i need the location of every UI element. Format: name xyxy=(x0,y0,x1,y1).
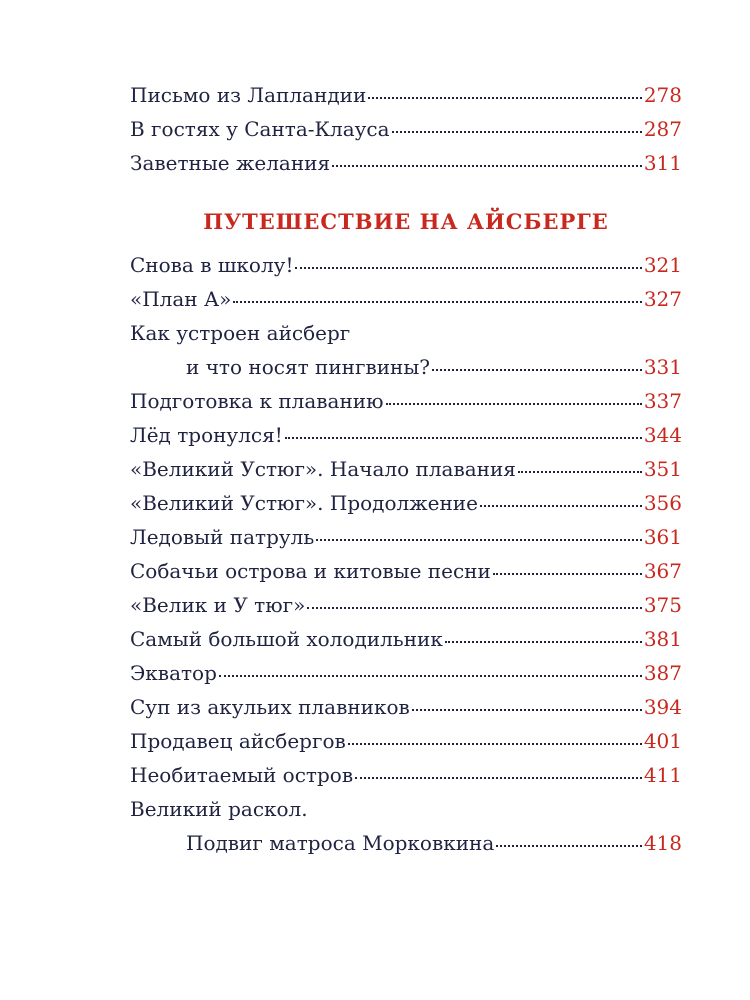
toc-entry[interactable] xyxy=(130,350,682,384)
toc-entry[interactable] xyxy=(130,248,682,282)
toc-entry-first-line[interactable] xyxy=(130,792,682,826)
toc-entry[interactable] xyxy=(130,826,682,860)
toc-entry-title: «План А» xyxy=(130,287,232,311)
toc-entry[interactable] xyxy=(130,418,682,452)
toc-entry[interactable] xyxy=(130,146,682,180)
toc-entry-page: 327 xyxy=(643,287,682,311)
dot-leader xyxy=(518,471,642,473)
toc-entry-title: Ледовый патруль xyxy=(130,525,315,549)
toc-entry-first-line[interactable] xyxy=(130,316,682,350)
toc-entry-title: Заветные желания xyxy=(130,151,331,175)
toc-entry-title: Самый большой холодильник xyxy=(130,627,443,651)
toc-entry-title: Подготовка к плаванию xyxy=(130,389,384,413)
dot-leader xyxy=(493,573,642,575)
toc-entry[interactable] xyxy=(130,656,682,690)
toc-entry-title: Письмо из Лапландии xyxy=(130,83,367,107)
dot-leader xyxy=(480,505,642,507)
dot-leader xyxy=(445,641,642,643)
toc-entry-title: Лёд тронулся! xyxy=(130,423,283,447)
toc-entry[interactable] xyxy=(130,690,682,724)
toc-entry[interactable] xyxy=(130,588,682,622)
dot-leader xyxy=(496,845,642,847)
toc-entry-page: 321 xyxy=(643,253,682,277)
section-heading: ПУТЕШЕСТВИЕ НА АЙСБЕРГЕ xyxy=(203,209,609,234)
toc-entry-title: Экватор xyxy=(130,661,217,685)
dot-leader xyxy=(332,165,642,167)
toc-entry[interactable] xyxy=(130,724,682,758)
toc-entry-title: В гостях у Санта-Клауса xyxy=(130,117,390,141)
toc-entry[interactable] xyxy=(130,112,682,146)
dot-leader xyxy=(392,131,642,133)
toc-entry-page: 278 xyxy=(643,83,682,107)
toc-entry-title: Великий раскол. xyxy=(130,797,308,821)
toc-entry[interactable] xyxy=(130,384,682,418)
dot-leader xyxy=(307,607,641,609)
dot-leader xyxy=(368,97,642,99)
toc-entry-page: 344 xyxy=(643,423,682,447)
toc-entry-title: Снова в школу! xyxy=(130,253,294,277)
toc-entry-title-continued: Подвиг матроса Морковкина xyxy=(186,831,495,855)
toc-entry-title: Необитаемый остров xyxy=(130,763,354,787)
toc-entry[interactable] xyxy=(130,452,682,486)
toc-entry[interactable] xyxy=(130,520,682,554)
table-of-contents xyxy=(130,78,682,860)
toc-entry[interactable] xyxy=(130,78,682,112)
toc-entry-page: 387 xyxy=(643,661,682,685)
toc-entry-page: 356 xyxy=(643,491,682,515)
dot-leader xyxy=(316,539,642,541)
dot-leader xyxy=(285,437,642,439)
toc-entry-page: 394 xyxy=(643,695,682,719)
toc-entry-title: Собачьи острова и китовые песни xyxy=(130,559,491,583)
toc-entry-page: 311 xyxy=(643,151,682,175)
toc-entry-page: 411 xyxy=(643,763,682,787)
toc-entry-page: 418 xyxy=(643,831,682,855)
dot-leader xyxy=(295,267,641,269)
toc-entry-page: 351 xyxy=(643,457,682,481)
toc-entry-title: «Великий Устюг». Продолжение xyxy=(130,491,478,515)
toc-entry-title: «Велик и У тюг» xyxy=(130,593,306,617)
toc-entry-page: 287 xyxy=(643,117,682,141)
toc-entry[interactable] xyxy=(130,758,682,792)
toc-entry[interactable] xyxy=(130,622,682,656)
toc-entry-title-continued: и что носят пингвины? xyxy=(186,355,431,379)
toc-entry-title: Суп из акульих плавников xyxy=(130,695,410,719)
dot-leader xyxy=(355,777,642,779)
dot-leader xyxy=(233,301,641,303)
toc-entry-page: 381 xyxy=(643,627,682,651)
toc-entry-page: 367 xyxy=(643,559,682,583)
dot-leader xyxy=(348,743,642,745)
toc-entry-page: 401 xyxy=(643,729,682,753)
dot-leader xyxy=(412,709,642,711)
toc-entry[interactable] xyxy=(130,554,682,588)
toc-entry-title: Продавец айсбергов xyxy=(130,729,346,753)
toc-entry-page: 375 xyxy=(643,593,682,617)
dot-leader xyxy=(386,403,642,405)
dot-leader xyxy=(219,675,642,677)
toc-entry-page: 337 xyxy=(643,389,682,413)
toc-entry[interactable] xyxy=(130,486,682,520)
toc-entry-page: 361 xyxy=(643,525,682,549)
toc-entry[interactable] xyxy=(130,282,682,316)
toc-entry-page: 331 xyxy=(643,355,682,379)
toc-entry-title: «Великий Устюг». Начало плавания xyxy=(130,457,516,481)
toc-entry-title: Как устроен айсберг xyxy=(130,321,351,345)
dot-leader xyxy=(432,369,642,371)
